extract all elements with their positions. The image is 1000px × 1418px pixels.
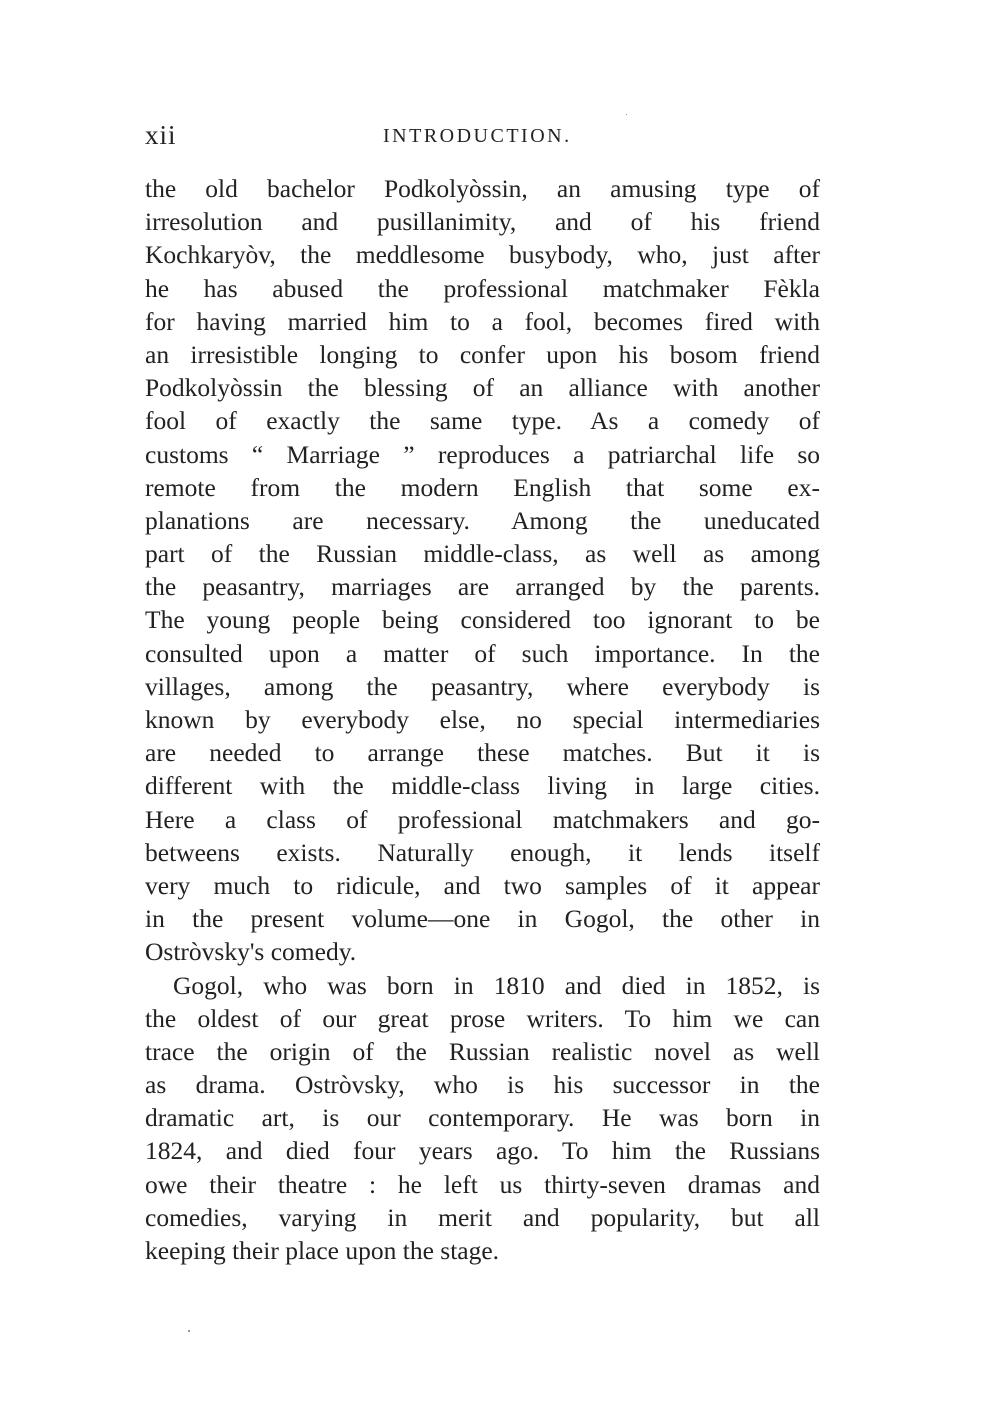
running-head-title: INTRODUCTION. xyxy=(383,125,572,147)
text-line: 1824, and died four years ago. To him the Russians xyxy=(145,1136,820,1166)
text-line: The young people being considered too ignorant to be xyxy=(145,605,820,635)
running-head xyxy=(145,120,820,154)
text-line: the oldest of our great prose writers. To him we can xyxy=(145,1003,820,1033)
text-line: trace the origin of the Russian realistic novel as well xyxy=(145,1036,820,1066)
text-line: dramatic art, is our contemporary. He was born in xyxy=(145,1103,820,1133)
text-line: an irresistible longing to confer upon his bosom friend xyxy=(145,339,820,369)
text-line: owe their theatre : he left us thirty-seven dramas and xyxy=(145,1169,820,1199)
text-line: Here a class of professional matchmakers and go- xyxy=(145,804,820,834)
text-line: different with the middle-class living in large cities. xyxy=(145,771,820,801)
text-line: remote from the modern English that some ex- xyxy=(145,472,820,502)
text-line: consulted upon a matter of such importance. In the xyxy=(145,638,820,668)
text-line: villages, among the peasantry, where everybody is xyxy=(145,671,820,701)
ink-speck xyxy=(626,114,627,115)
ink-speck xyxy=(188,1330,190,1332)
text-line: known by everybody else, no special intermediaries xyxy=(145,705,820,734)
text-line: planations are necessary. Among the uneducated xyxy=(145,505,820,535)
text-line: irresolution and pusillanimity, and of his friend xyxy=(145,207,820,237)
text-line: Ostròvsky's comedy. xyxy=(145,937,357,967)
text-line: part of the Russian middle-class, as well as among xyxy=(145,539,820,569)
text-line: comedies, varying in merit and popularity, but all xyxy=(145,1202,820,1232)
text-line: Gogol, who was born in 1810 and died in 1852, is xyxy=(173,970,820,1000)
text-line: customs “ Marriage ” reproduces a patriarchal life so xyxy=(145,439,820,469)
text-line: keeping their place upon the stage. xyxy=(145,1236,500,1265)
text-line: the old bachelor Podkolyòssin, an amusing type of xyxy=(145,174,820,203)
text-line: Podkolyòssin the blessing of an alliance with another xyxy=(145,373,820,403)
text-line: betweens exists. Naturally enough, it lends itself xyxy=(145,837,820,867)
text-line: fool of exactly the same type. As a comedy of xyxy=(145,406,820,436)
body-text xyxy=(145,172,820,1267)
text-line: as drama. Ostròvsky, who is his successor in the xyxy=(145,1070,820,1100)
text-line: for having married him to a fool, becomes fired with xyxy=(145,306,820,336)
text-line: the peasantry, marriages are arranged by the parents. xyxy=(145,572,820,602)
text-line: Kochkaryòv, the meddlesome busybody, who, just after xyxy=(145,240,820,270)
text-line: very much to ridicule, and two samples of it appear xyxy=(145,870,820,900)
text-line: in the present volume—one in Gogol, the other in xyxy=(145,904,820,934)
text-line: he has abused the professional matchmaker Fèkla xyxy=(145,273,820,303)
text-line: are needed to arrange these matches. But it is xyxy=(145,738,820,768)
page-number: xii xyxy=(145,120,177,150)
